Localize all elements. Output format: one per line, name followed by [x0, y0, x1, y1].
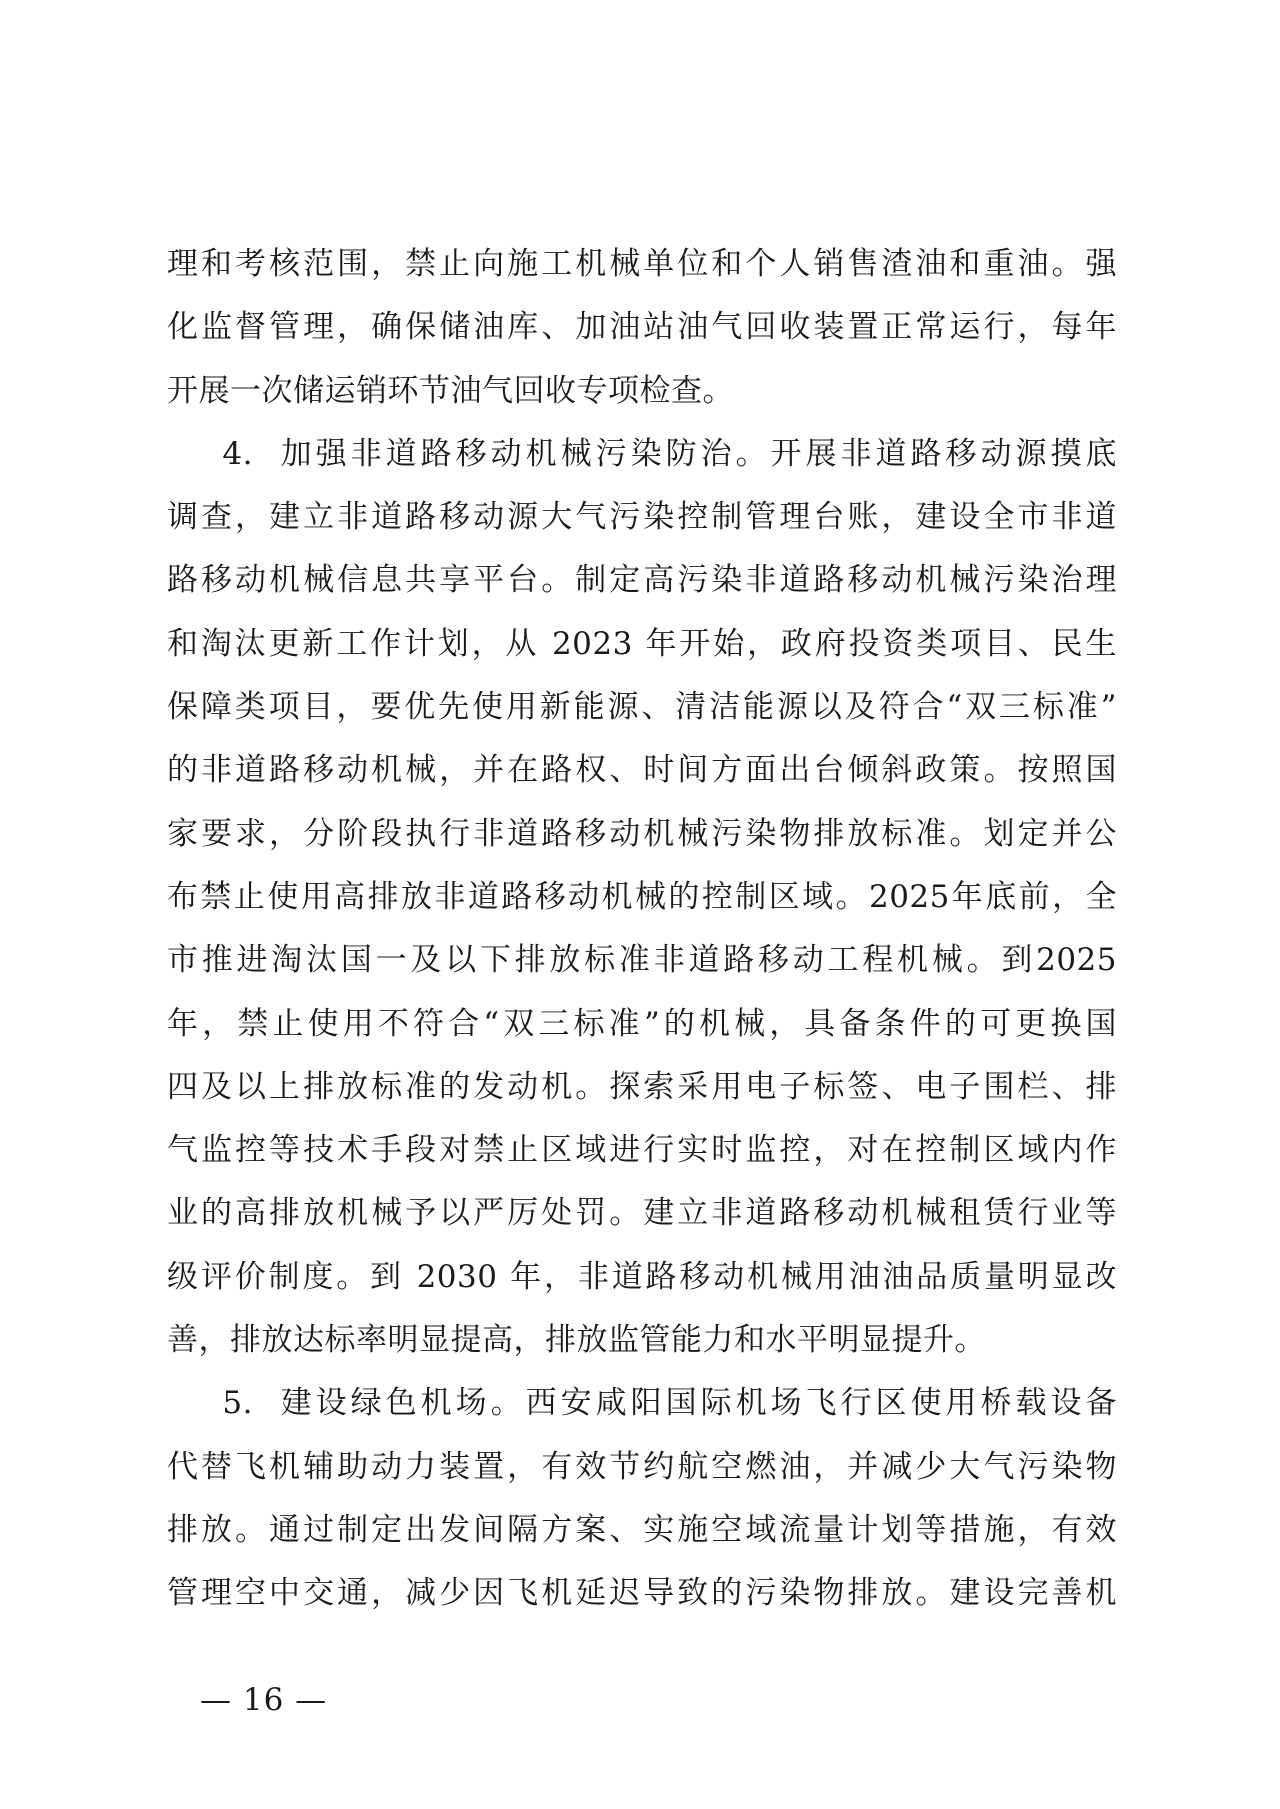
text-line: 5. 建设绿色机场。西安咸阳国际机场飞行区使用桥载设备: [167, 1385, 1117, 1422]
text-line: 年，禁止使用不符合“双三标准”的机械，具备条件的可更换国: [167, 1005, 1117, 1042]
text-line: 气监控等技术手段对禁止区域进行实时监控，对在控制区域内作: [167, 1132, 1117, 1169]
text-line: 布禁止使用高排放非道路移动机械的控制区域。2025年底前，全: [167, 878, 1117, 915]
text-line: 善，排放达标率明显提高，排放监管能力和水平明显提升。: [167, 1322, 986, 1359]
text-line: 家要求，分阶段执行非道路移动机械污染物排放标准。划定并公: [167, 815, 1117, 852]
paragraph-item-5: [167, 1372, 1117, 1625]
text-line: 代替飞机辅助动力装置，有效节约航空燃油，并减少大气污染物: [167, 1448, 1117, 1485]
paragraph-continuation: [167, 233, 1117, 423]
text-line: 4. 加强非道路移动机械污染防治。开展非道路移动源摸底: [167, 435, 1117, 472]
text-line: 四及以上排放标准的发动机。探索采用电子标签、电子围栏、排: [167, 1068, 1117, 1105]
text-line: 理和考核范围，禁止向施工机械单位和个人销售渣油和重油。强: [167, 246, 1117, 282]
text-line: 的非道路移动机械，并在路权、时间方面出台倾斜政策。按照国: [167, 752, 1117, 789]
text-line: 化监督管理，确保储油库、加油站油气回收装置正常运行，每年: [167, 309, 1117, 346]
text-line: 保障类项目，要优先使用新能源、清洁能源以及符合“双三标准”: [167, 689, 1117, 726]
text-line: 和淘汰更新工作计划，从 2023 年开始，政府投资类项目、民生: [167, 625, 1117, 662]
page-number: — 16 —: [200, 1682, 328, 1718]
paragraph-item-4: [167, 423, 1117, 1372]
text-line: 调查，建立非道路移动源大气污染控制管理台账，建设全市非道: [167, 499, 1117, 536]
text-line: 路移动机械信息共享平台。制定高污染非道路移动机械污染治理: [167, 562, 1117, 599]
document-body: [167, 233, 1117, 1626]
text-line: 市推进淘汰国一及以下排放标准非道路移动工程机械。到2025: [167, 942, 1117, 979]
text-line: 管理空中交通，减少因飞机延迟导致的污染物排放。建设完善机: [167, 1575, 1117, 1612]
text-line: 开展一次储运销环节油气回收专项检查。: [167, 372, 734, 409]
text-line: 排放。通过制定出发间隔方案、实施空域流量计划等措施，有效: [167, 1511, 1117, 1548]
text-line: 级评价制度。到 2030 年，非道路移动机械用油油品质量明显改: [167, 1258, 1117, 1295]
text-line: 业的高排放机械予以严厉处罚。建立非道路移动机械租赁行业等: [167, 1195, 1117, 1232]
